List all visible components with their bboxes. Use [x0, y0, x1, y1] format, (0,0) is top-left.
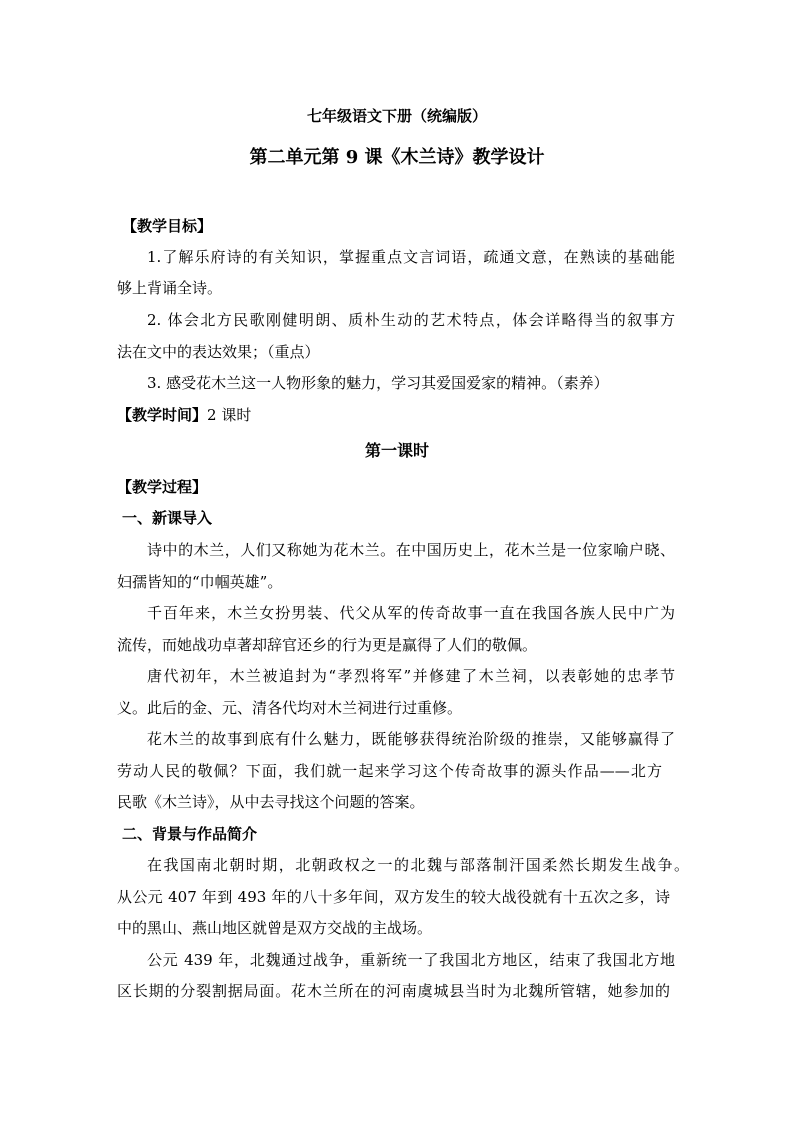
para-5-line-2: 从公元 407 年到 493 年的八十多年间，双方发生的较大战役就有十五次之多，诗 [117, 888, 670, 906]
goals-heading: 【教学目标】 [122, 217, 213, 235]
para-1-line-2: 妇孺皆知的“巾帼英雄”。 [117, 573, 283, 591]
para-2-line-1: 千百年来，木兰女扮男装、代父从军的传奇故事一直在我国各族人民中广为 [147, 604, 675, 622]
goal-1-line-1: 1.了解乐府诗的有关知识，掌握重点文言词语，疏通文意，在熟读的基础能 [147, 248, 675, 266]
para-4-line-2: 劳动人民的敬佩？下面，我们就一起来学习这个传奇故事的源头作品——北方 [117, 762, 662, 780]
para-4-line-3: 民歌《木兰诗》，从中去寻找这个问题的答案。 [117, 793, 425, 811]
para-6-line-2: 区长期的分裂割据局面。花木兰所在的河南虞城县当时为北魏所管辖，她参加的 [117, 982, 670, 1000]
para-1-line-1: 诗中的木兰，人们又称她为花木兰。在中国历史上，花木兰是一位家喻户晓、 [147, 541, 675, 559]
section-2-heading: 二、背景与作品简介 [122, 825, 258, 843]
para-3-line-1: 唐代初年，木兰被追封为“孝烈将军”并修建了木兰祠，以表彰她的忠孝节 [147, 667, 675, 685]
goal-2-line-2: 法在文中的表达效果；（重点） [117, 343, 320, 361]
lesson-heading: 第一课时 [364, 441, 429, 460]
para-6-line-1: 公元 439 年，北魏通过战争，重新统一了我国北方地区，结束了我国北方地 [147, 951, 675, 969]
para-5-line-3: 中的黑山、燕山地区就曾是双方交战的主战场。 [117, 919, 433, 937]
para-3-line-2: 义。此后的金、元、清各代均对木兰祠进行过重修。 [117, 699, 463, 717]
doc-header: 七年级语文下册（统编版） [306, 107, 487, 125]
teaching-time [117, 405, 251, 425]
para-5-line-1: 在我国南北朝时期，北朝政权之一的北魏与部落制汗国柔然长期发生战争。 [147, 856, 689, 874]
goal-2-line-1: 2. 体会北方民歌刚健明朗、质朴生动的艺术特点，体会详略得当的叙事方 [147, 311, 675, 329]
goal-3: 3. 感受花木兰这一人物形象的魅力，学习其爱国爱家的精神。（素养） [147, 374, 609, 392]
goal-1-line-2: 够上背诵全诗。 [117, 279, 223, 297]
para-4-line-1: 花木兰的故事到底有什么魅力，既能够获得统治阶级的推崇，又能够赢得了 [147, 730, 675, 748]
time-value: 2 课时 [207, 406, 252, 424]
doc-title: 第二单元第 9 课《木兰诗》教学设计 [249, 147, 545, 168]
process-heading: 【教学过程】 [117, 478, 208, 496]
para-2-line-2: 流传，而她战功卓著却辞官还乡的行为更是赢得了人们的敬佩。 [117, 636, 538, 654]
section-1-heading: 一、新课导入 [122, 509, 213, 527]
time-label: 【教学时间】 [117, 406, 208, 424]
